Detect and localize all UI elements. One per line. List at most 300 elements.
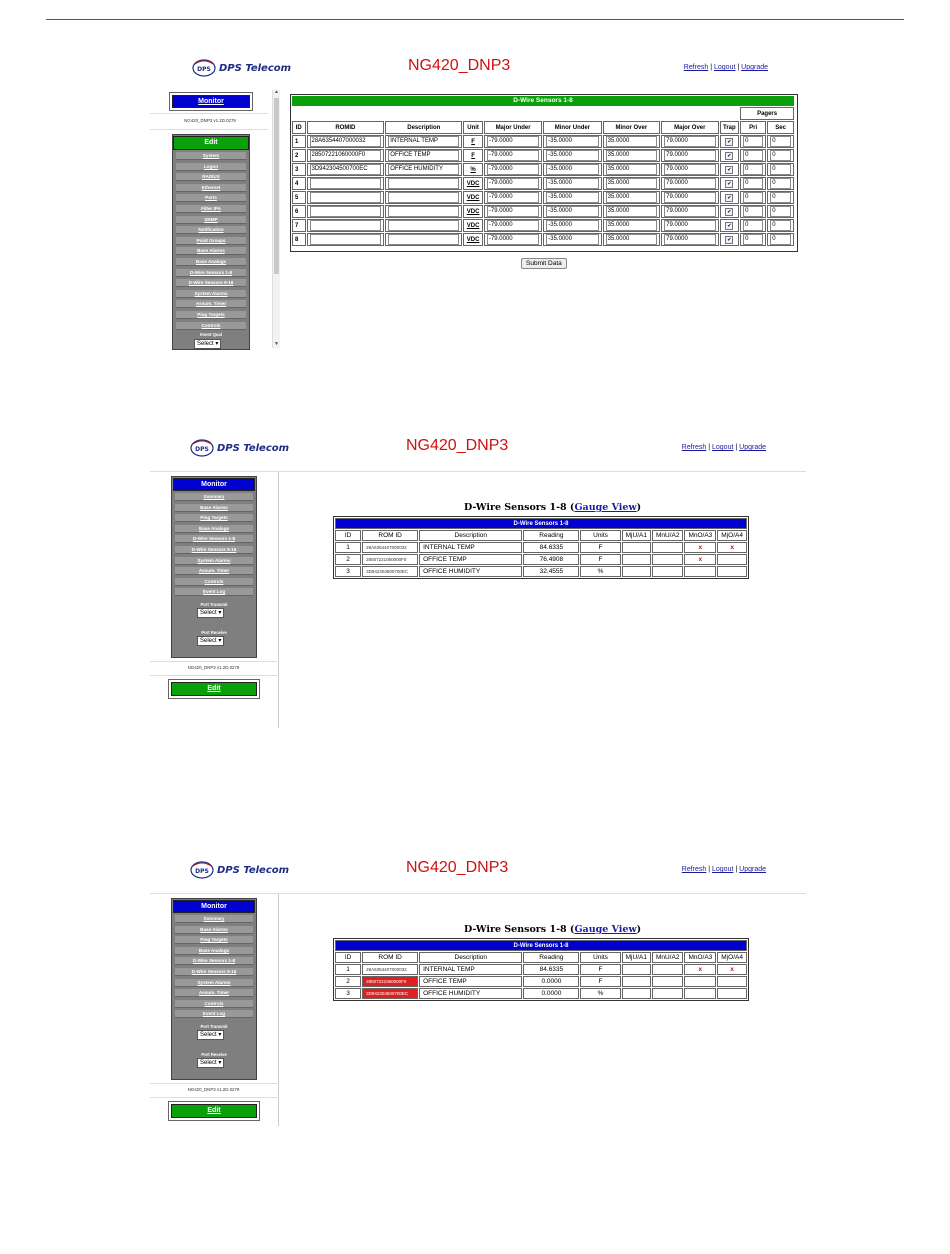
maj-under-input[interactable]: -79.0000: [487, 220, 539, 231]
cell-min_over: [603, 191, 660, 204]
header-divider: [150, 471, 806, 472]
min-under-input[interactable]: -35.0000: [546, 234, 598, 245]
pri-input[interactable]: 0: [743, 150, 763, 161]
version-label: NG420_DNP3 v1.2D.0279: [187, 665, 240, 670]
cell-romid: [307, 163, 385, 176]
menu-item-radius[interactable]: RADIUS: [176, 173, 246, 181]
logo-text: DPS Telecom: [217, 864, 290, 876]
trap-checkbox[interactable]: ✔: [727, 152, 732, 159]
rom-id: 3D942304500700EC: [362, 566, 418, 577]
menu-item-ping-targets[interactable]: Ping Targets: [175, 936, 253, 944]
table-caption-row: [335, 940, 747, 951]
cell-sec: [767, 219, 794, 232]
link-separator: |: [733, 866, 740, 873]
description: INTERNAL TEMP: [419, 964, 522, 975]
cell-trap: [720, 233, 740, 246]
unit-link[interactable]: %: [463, 163, 483, 176]
refresh-link[interactable]: Refresh: [681, 444, 707, 451]
reading: 0.0000: [523, 976, 579, 987]
desc-input[interactable]: [388, 234, 459, 245]
sec-input[interactable]: 0: [770, 136, 791, 147]
select-value: Select: [200, 638, 217, 644]
reading: 32.4555: [523, 566, 579, 577]
divider: [150, 675, 277, 676]
maj-over-input[interactable]: 79.0000: [664, 234, 715, 245]
link-separator: |: [706, 866, 712, 873]
menu-item-system[interactable]: System: [176, 152, 246, 160]
gauge-view-link[interactable]: Gauge View: [574, 924, 637, 935]
menu-item-ports[interactable]: Ports: [176, 194, 246, 202]
unit-link[interactable]: F: [463, 135, 483, 148]
grid-title: D-Wire Sensors 1-8: [292, 96, 794, 106]
row-id: 5: [292, 191, 306, 204]
cell-pri: [740, 219, 766, 232]
menu-item-base-analogs[interactable]: Base Analogs: [175, 947, 253, 955]
cell-pri: [740, 205, 766, 218]
units: %: [580, 988, 620, 999]
upgrade-link[interactable]: Upgrade: [741, 64, 768, 71]
section-title-suffix: ): [636, 502, 642, 513]
monitor-table-header: [335, 952, 747, 963]
menu-item-d-wire-sensors-9-16[interactable]: D-Wire Sensors 9-16: [175, 546, 253, 554]
cell-pri: [740, 163, 766, 176]
maj-over-input[interactable]: 79.0000: [664, 150, 715, 161]
unit-link[interactable]: VDC: [463, 219, 483, 232]
event-qual-label: Event Qual: [200, 332, 222, 337]
column-header-id: ID: [292, 121, 306, 134]
description: INTERNAL TEMP: [419, 542, 522, 553]
row-id: 4: [292, 177, 306, 190]
menu-item-d-wire-sensors-1-8[interactable]: D-Wire Sensors 1-8: [175, 535, 253, 543]
menu-item-summary[interactable]: Summary: [175, 493, 253, 501]
pri-input[interactable]: 0: [743, 220, 763, 231]
header: [150, 432, 806, 468]
select-value: Select: [200, 1060, 217, 1066]
alarm-a3: [684, 566, 716, 577]
trap-checkbox[interactable]: ✔: [727, 208, 732, 215]
pri-input[interactable]: 0: [743, 178, 763, 189]
alarm-a2: [652, 566, 683, 577]
logo: [190, 860, 289, 880]
pri-input[interactable]: 0: [743, 234, 763, 245]
units: %: [580, 566, 620, 577]
maj-under-input[interactable]: -79.0000: [487, 192, 539, 203]
alarm-a2: [652, 976, 683, 987]
cell-desc: [385, 177, 462, 190]
menu-item-base-analogs[interactable]: Base Analogs: [175, 525, 253, 533]
menu-item-system-alarms[interactable]: System Alarms: [175, 979, 253, 987]
menu-item-ethernet[interactable]: Ethernet: [176, 184, 246, 192]
edit-table-body: [292, 135, 794, 246]
cell-min_under: [543, 177, 601, 190]
pri-input[interactable]: 0: [743, 164, 763, 175]
logout-link[interactable]: Logout: [714, 64, 736, 71]
cell-desc: [385, 233, 462, 246]
pri-input[interactable]: 0: [743, 192, 763, 203]
page-title: NG420_DNP3: [406, 859, 509, 876]
column-header-reading: Reading: [523, 530, 579, 541]
cell-trap: [720, 163, 740, 176]
edit-table-header: [292, 121, 794, 134]
rom-id: 28A6354407000032: [362, 542, 418, 553]
romid-input[interactable]: 28507221060000F0: [310, 150, 382, 161]
link-separator: |: [708, 64, 714, 71]
sidebar-scrollbar[interactable]: [272, 90, 280, 348]
maj-over-input[interactable]: 79.0000: [664, 178, 715, 189]
column-header-minor-over: Minor Over: [603, 121, 660, 134]
sec-input[interactable]: 0: [770, 178, 791, 189]
row-id: 2: [292, 149, 306, 162]
maj-over-input[interactable]: 79.0000: [664, 164, 715, 175]
cell-trap: [720, 149, 740, 162]
row-id: 2: [335, 976, 361, 987]
cell-sec: [767, 135, 794, 148]
trap-checkbox[interactable]: ✔: [727, 180, 732, 187]
menu-item-controls[interactable]: Controls: [175, 578, 253, 586]
port-receive-select[interactable]: Select ▾: [197, 1058, 224, 1068]
cell-maj_under: [484, 233, 542, 246]
maj-over-input[interactable]: 79.0000: [664, 192, 715, 203]
cell-maj_under: [484, 219, 542, 232]
cell-min_over: [603, 177, 660, 190]
desc-input[interactable]: INTERNAL TEMP: [388, 136, 459, 147]
menu-item-filter-ipa[interactable]: Filter IPA: [176, 205, 246, 213]
cell-romid: [307, 233, 385, 246]
alarm-a1: [622, 566, 651, 577]
menu-item-logon[interactable]: Logon: [176, 163, 246, 171]
min-under-input[interactable]: -35.0000: [546, 192, 598, 203]
header: [150, 854, 806, 890]
desc-input[interactable]: OFFICE TEMP: [388, 150, 459, 161]
description: OFFICE HUMIDITY: [419, 566, 522, 577]
menu-item-assum-timer[interactable]: Assum. Timer: [176, 300, 246, 308]
menu-item-ping-targets[interactable]: Ping Targets: [176, 311, 246, 319]
refresh-link[interactable]: Refresh: [683, 64, 709, 71]
min-over-input[interactable]: 35.0000: [606, 178, 657, 189]
section-title-text: D-Wire Sensors 1-8 (: [464, 502, 575, 513]
menu-item-controls[interactable]: Controls: [176, 322, 246, 330]
cell-trap: [720, 205, 740, 218]
sec-input[interactable]: 0: [770, 164, 791, 175]
cell-desc: [385, 219, 462, 232]
reading: 0.0000: [523, 988, 579, 999]
page-title: NG420_DNP3: [408, 57, 511, 74]
cell-min_under: [543, 233, 601, 246]
menu-item-base-alarms[interactable]: Base Alarms: [175, 926, 253, 934]
menu-item-base-analogs[interactable]: Base Analogs: [176, 258, 246, 266]
alarm-a3: [684, 988, 716, 999]
cell-min_under: [543, 205, 601, 218]
romid-input[interactable]: [310, 192, 382, 203]
trap-checkbox[interactable]: ✔: [727, 222, 732, 229]
column-header-rom-id: ROM ID: [362, 952, 418, 963]
column-header-description: Description: [419, 530, 522, 541]
maj-under-input[interactable]: -79.0000: [487, 206, 539, 217]
romid-input[interactable]: 28A6354407000032: [310, 136, 382, 147]
logout-link[interactable]: Logout: [712, 866, 734, 873]
sec-input[interactable]: 0: [770, 192, 791, 203]
unit-link[interactable]: VDC: [463, 191, 483, 204]
table-row: [292, 177, 794, 190]
link-separator: |: [733, 444, 740, 451]
svg-text:DPS: DPS: [197, 66, 211, 73]
header-links: [682, 444, 766, 451]
cell-min_under: [543, 149, 601, 162]
row-id: 7: [292, 219, 306, 232]
column-header-description: Description: [385, 121, 462, 134]
maj-over-input[interactable]: 79.0000: [664, 220, 715, 231]
port-transmit-select[interactable]: Select ▾: [197, 608, 224, 618]
alarm-a2: [652, 988, 683, 999]
row-id: 2: [335, 554, 361, 565]
units: F: [580, 964, 620, 975]
upgrade-link[interactable]: Upgrade: [739, 444, 766, 451]
maj-under-input[interactable]: -79.0000: [487, 234, 539, 245]
cell-desc: [385, 191, 462, 204]
row-id: 3: [335, 988, 361, 999]
event-qual-select[interactable]: Select ▾: [194, 339, 221, 349]
upgrade-link[interactable]: Upgrade: [739, 866, 766, 873]
romid-input[interactable]: [310, 178, 382, 189]
dps-logo-icon: [190, 439, 214, 457]
column-header-major-under: Major Under: [484, 121, 542, 134]
alarm-a1: [622, 988, 651, 999]
cell-desc: [385, 149, 462, 162]
menu-item-d-wire-sensors-1-8[interactable]: D-Wire Sensors 1-8: [176, 269, 246, 277]
row-id: 1: [292, 135, 306, 148]
menu-item-point-groups[interactable]: Point Groups: [176, 237, 246, 245]
cell-trap: [720, 135, 740, 148]
min-under-input[interactable]: -35.0000: [546, 136, 598, 147]
monitor-screenshot-b: [150, 854, 806, 1126]
port-receive-select[interactable]: Select ▾: [197, 636, 224, 646]
version-label: NG420_DNP3 v1.2D.0279: [184, 118, 236, 123]
cell-pri: [740, 233, 766, 246]
trap-checkbox[interactable]: ✔: [727, 138, 732, 145]
cell-min_over: [603, 149, 660, 162]
min-under-input[interactable]: -35.0000: [546, 164, 598, 175]
sec-input[interactable]: 0: [770, 220, 791, 231]
row-id: 3: [292, 163, 306, 176]
cell-romid: [307, 205, 385, 218]
alarm-a3: x: [684, 554, 716, 565]
desc-input[interactable]: [388, 178, 459, 189]
link-separator: |: [735, 64, 742, 71]
cell-maj_over: [661, 205, 718, 218]
desc-input[interactable]: OFFICE HUMIDITY: [388, 164, 459, 175]
unit-link[interactable]: VDC: [463, 205, 483, 218]
desc-input[interactable]: [388, 220, 459, 231]
alarm-a2: [652, 554, 683, 565]
pagers-header: Pagers: [740, 107, 794, 120]
monitor-menu-header[interactable]: Monitor: [173, 900, 255, 913]
sec-input[interactable]: 0: [770, 206, 791, 217]
refresh-link[interactable]: Refresh: [681, 866, 707, 873]
sec-input[interactable]: 0: [770, 234, 791, 245]
romid-input[interactable]: 3D942304500700EC: [310, 164, 382, 175]
alarm-a1: [622, 542, 651, 553]
monitor-menu-header[interactable]: Monitor: [173, 478, 255, 491]
monitor-button[interactable]: Monitor: [172, 95, 250, 108]
cell-trap: [720, 219, 740, 232]
rom-id: 28A6354407000032: [362, 964, 418, 975]
scroll-up-icon[interactable]: ▲: [274, 89, 279, 95]
romid-input[interactable]: [310, 220, 382, 231]
min-over-input[interactable]: 35.0000: [606, 192, 657, 203]
spacer-cell: [292, 107, 739, 120]
cell-romid: [307, 219, 385, 232]
min-over-input[interactable]: 35.0000: [606, 150, 657, 161]
trap-checkbox[interactable]: ✔: [727, 236, 732, 243]
column-header-minor-under: Minor Under: [543, 121, 601, 134]
units: F: [580, 976, 620, 987]
min-over-input[interactable]: 35.0000: [606, 234, 657, 245]
svg-text:DPS: DPS: [195, 446, 209, 453]
edit-menu-header: Edit: [173, 136, 249, 150]
romid-input[interactable]: [310, 234, 382, 245]
column-header-mno-a3: MnO/A3: [684, 952, 716, 963]
min-over-input[interactable]: 35.0000: [606, 164, 657, 175]
alarm-a1: [622, 976, 651, 987]
pri-input[interactable]: 0: [743, 136, 763, 147]
maj-under-input[interactable]: -79.0000: [487, 164, 539, 175]
min-over-input[interactable]: 35.0000: [606, 206, 657, 217]
unit-link[interactable]: VDC: [463, 233, 483, 246]
menu-item-snmp[interactable]: SNMP: [176, 216, 246, 224]
min-over-input[interactable]: 35.0000: [606, 220, 657, 231]
scroll-down-icon[interactable]: ▼: [274, 341, 279, 347]
column-header-units: Units: [580, 530, 620, 541]
table-row: [292, 191, 794, 204]
alarm-a3: [684, 976, 716, 987]
cell-sec: [767, 233, 794, 246]
select-value: Select: [200, 1032, 217, 1038]
row-id: 8: [292, 233, 306, 246]
min-under-input[interactable]: -35.0000: [546, 220, 598, 231]
menu-item-base-alarms[interactable]: Base Alarms: [175, 504, 253, 512]
alarm-a4: x: [717, 542, 747, 553]
menu-item-system-alarms[interactable]: System Alarms: [176, 290, 246, 298]
menu-item-d-wire-sensors-1-8[interactable]: D-Wire Sensors 1-8: [175, 957, 253, 965]
unit-link[interactable]: F: [463, 149, 483, 162]
cell-maj_over: [661, 219, 718, 232]
min-under-input[interactable]: -35.0000: [546, 178, 598, 189]
min-over-input[interactable]: 35.0000: [606, 136, 657, 147]
monitor-menu-box: [171, 898, 257, 1080]
alarm-a4: [717, 988, 747, 999]
alarm-a3: x: [684, 964, 716, 975]
page-top-rule: [46, 19, 904, 20]
menu-item-base-alarms[interactable]: Base Alarms: [176, 247, 246, 255]
table-caption: D-Wire Sensors 1-8: [335, 518, 747, 529]
column-header-mnu-a2: MnU/A2: [652, 952, 683, 963]
maj-under-input[interactable]: -79.0000: [487, 178, 539, 189]
cell-desc: [385, 205, 462, 218]
min-under-input[interactable]: -35.0000: [546, 150, 598, 161]
scroll-thumb[interactable]: [274, 98, 279, 274]
cell-romid: [307, 191, 385, 204]
desc-input[interactable]: [388, 206, 459, 217]
table-row: [335, 554, 747, 565]
alarm-a1: [622, 964, 651, 975]
menu-item-assum-timer[interactable]: Assum. Timer: [175, 989, 253, 997]
column-header-mnu-a2: MnU/A2: [652, 530, 683, 541]
menu-item-ping-targets[interactable]: Ping Targets: [175, 514, 253, 522]
menu-item-event-log[interactable]: Event Log: [175, 1010, 253, 1018]
cell-min_over: [603, 163, 660, 176]
menu-item-event-log[interactable]: Event Log: [175, 588, 253, 596]
table-row: [335, 964, 747, 975]
cell-trap: [720, 191, 740, 204]
trap-checkbox[interactable]: ✔: [727, 194, 732, 201]
pri-input[interactable]: 0: [743, 206, 763, 217]
logo-text: DPS Telecom: [219, 62, 292, 74]
unit-link[interactable]: VDC: [463, 177, 483, 190]
alarm-a4: [717, 976, 747, 987]
alarm-a2: [652, 964, 683, 975]
menu-item-controls[interactable]: Controls: [175, 1000, 253, 1008]
alarm-a4: [717, 566, 747, 577]
column-header-id: ID: [335, 952, 361, 963]
column-header-sec: Sec: [767, 121, 794, 134]
column-header-reading: Reading: [523, 952, 579, 963]
cell-maj_over: [661, 163, 718, 176]
logout-link[interactable]: Logout: [712, 444, 734, 451]
edit-button[interactable]: Edit: [171, 682, 257, 696]
header-divider: [150, 893, 806, 894]
maj-over-input[interactable]: 79.0000: [664, 136, 715, 147]
cell-sec: [767, 191, 794, 204]
menu-item-notification[interactable]: Notification: [176, 226, 246, 234]
trap-checkbox[interactable]: ✔: [727, 166, 732, 173]
desc-input[interactable]: [388, 192, 459, 203]
column-header-units: Units: [580, 952, 620, 963]
section-title-text: D-Wire Sensors 1-8 (: [464, 924, 575, 935]
logo: [190, 438, 289, 458]
row-id: 6: [292, 205, 306, 218]
cell-min_under: [543, 135, 601, 148]
column-header-mno-a3: MnO/A3: [684, 530, 716, 541]
monitor-table-header: [335, 530, 747, 541]
table-row: [292, 219, 794, 232]
romid-input[interactable]: [310, 206, 382, 217]
column-header-pri: Pri: [740, 121, 766, 134]
cell-romid: [307, 149, 385, 162]
maj-under-input[interactable]: -79.0000: [487, 136, 539, 147]
menu-item-assum-timer[interactable]: Assum. Timer: [175, 567, 253, 575]
link-separator: |: [706, 444, 712, 451]
menu-item-system-alarms[interactable]: System Alarms: [175, 557, 253, 565]
min-under-input[interactable]: -35.0000: [546, 206, 598, 217]
sec-input[interactable]: 0: [770, 150, 791, 161]
column-header-id: ID: [335, 530, 361, 541]
menu-item-d-wire-sensors-9-16[interactable]: D-Wire Sensors 9-16: [176, 279, 246, 287]
submit-data-button[interactable]: Submit Data: [521, 258, 567, 269]
cell-maj_under: [484, 135, 542, 148]
maj-under-input[interactable]: -79.0000: [487, 150, 539, 161]
edit-button[interactable]: Edit: [171, 1104, 257, 1118]
menu-item-summary[interactable]: Summary: [175, 915, 253, 923]
gauge-view-link[interactable]: Gauge View: [574, 502, 637, 513]
row-id: 1: [335, 542, 361, 553]
port-transmit-select[interactable]: Select ▾: [197, 1030, 224, 1040]
column-header-mju-a1: MjU/A1: [622, 952, 651, 963]
alarm-a4: [717, 554, 747, 565]
maj-over-input[interactable]: 79.0000: [664, 206, 715, 217]
cell-min_under: [543, 219, 601, 232]
column-header-description: Description: [419, 952, 522, 963]
menu-item-d-wire-sensors-9-16[interactable]: D-Wire Sensors 9-16: [175, 968, 253, 976]
